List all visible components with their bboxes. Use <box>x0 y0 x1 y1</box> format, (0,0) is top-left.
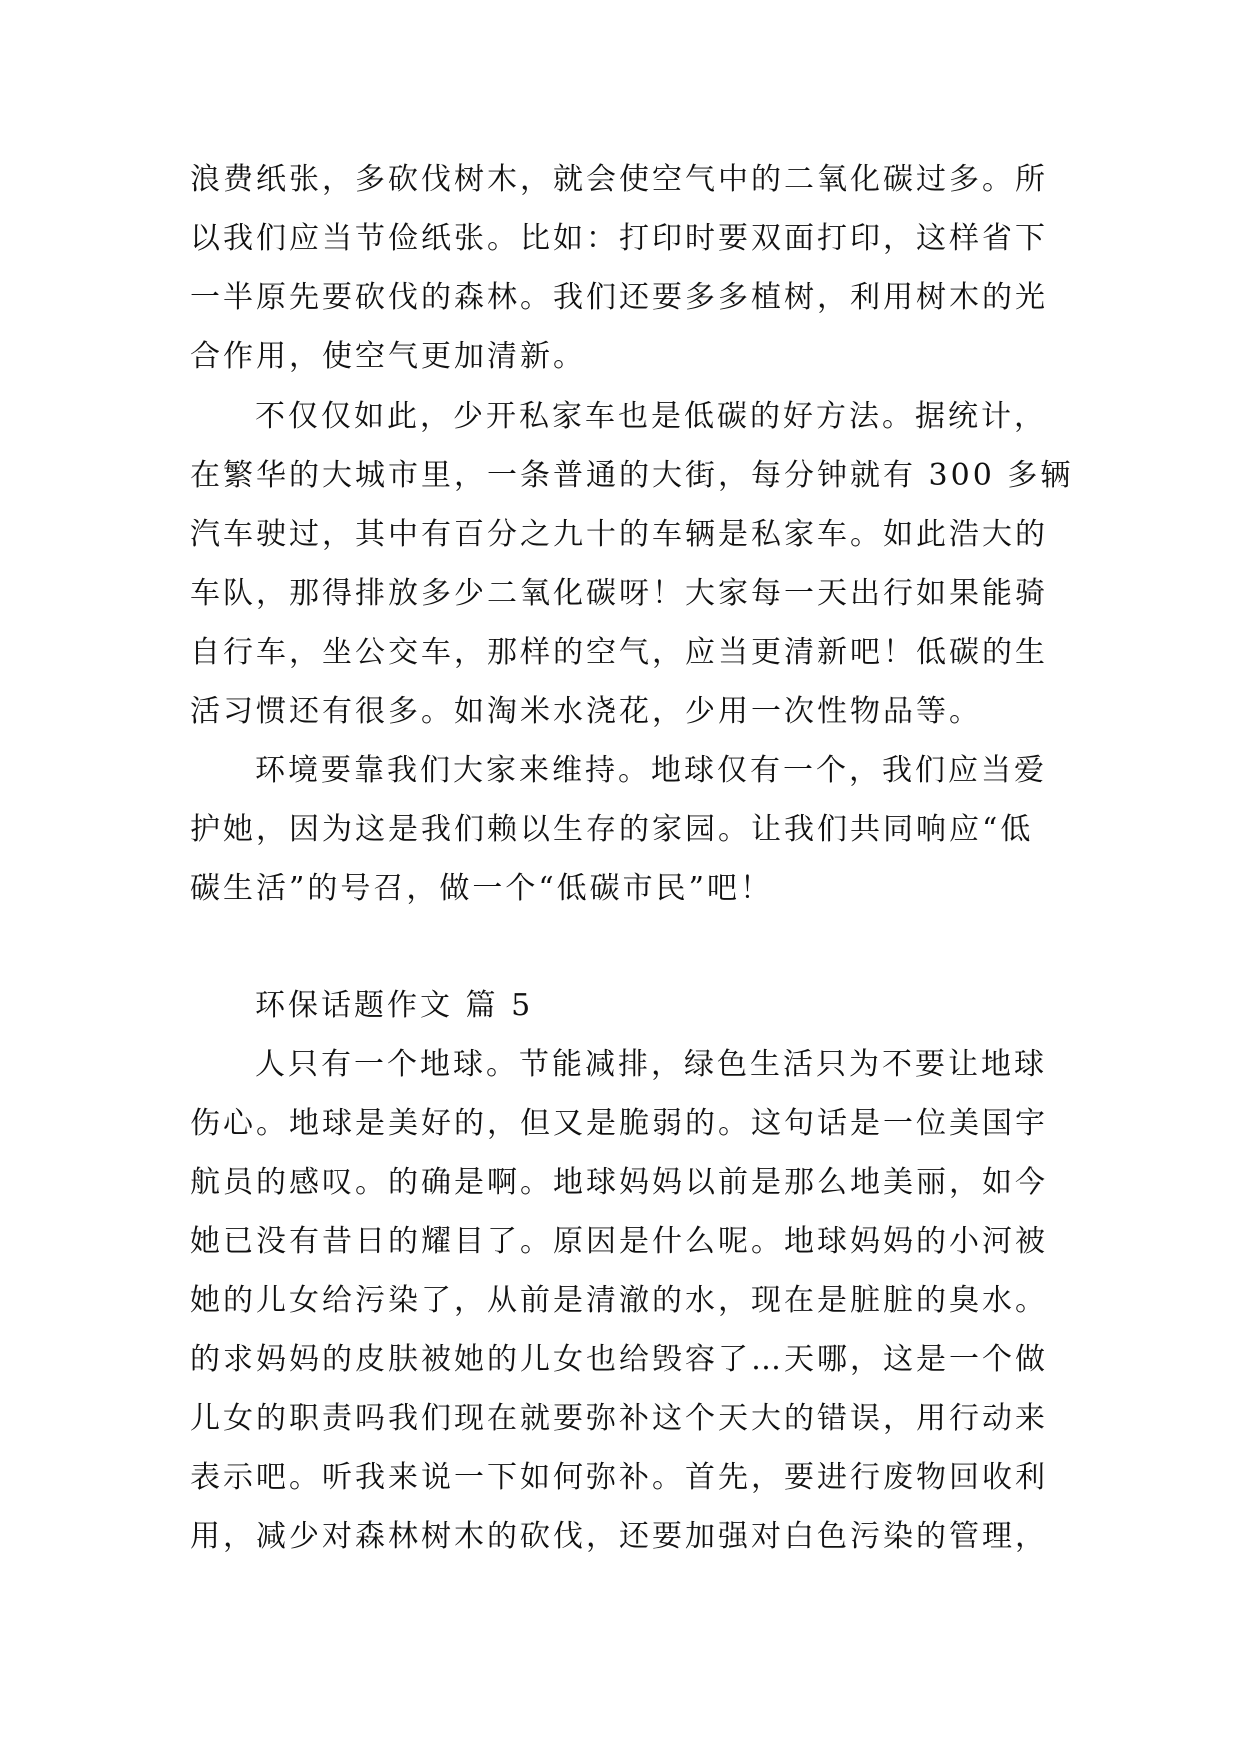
paragraph-line: 表示吧。听我来说一下如何弥补。首先，要进行废物回收利 <box>190 1460 1048 1495</box>
paragraph-line: 护她，因为这是我们赖以生存的家园。让我们共同响应“低 <box>190 812 1034 847</box>
paragraph-line: 的求妈妈的皮肤被她的儿女也给毁容了…天哪，这是一个做 <box>190 1342 1048 1377</box>
paragraph-line: 活习惯还有很多。如淘米水浇花，少用一次性物品等。 <box>190 694 982 729</box>
section-heading: 环保话题作文 篇 5 <box>255 988 534 1023</box>
paragraph-first-line: 环境要靠我们大家来维持。地球仅有一个，我们应当爱 <box>255 753 1047 788</box>
paragraph-line: 儿女的职责吗我们现在就要弥补这个天大的错误，用行动来 <box>190 1401 1048 1436</box>
paragraph-line: 碳生活”的号召，做一个“低碳市民”吧！ <box>190 871 774 906</box>
paragraph-line: 她的儿女给污染了，从前是清澈的水，现在是脏脏的臭水。 <box>190 1283 1048 1318</box>
paragraph-line: 用，减少对森林树木的砍伐，还要加强对白色污染的管理， <box>190 1519 1048 1554</box>
paragraph-line: 合作用，使空气更加清新。 <box>190 339 586 374</box>
paragraph-line: 在繁华的大城市里，一条普通的大街，每分钟就有 300 多辆 <box>190 458 1074 493</box>
paragraph-line: 一半原先要砍伐的森林。我们还要多多植树，利用树木的光 <box>190 280 1048 315</box>
paragraph-line: 车队，那得排放多少二氧化碳呀！大家每一天出行如果能骑 <box>190 576 1048 611</box>
paragraph-line: 航员的感叹。的确是啊。地球妈妈以前是那么地美丽，如今 <box>190 1165 1048 1200</box>
paragraph-first-line: 人只有一个地球。节能减排，绿色生活只为不要让地球 <box>255 1047 1047 1082</box>
paragraph-line: 她已没有昔日的耀目了。原因是什么呢。地球妈妈的小河被 <box>190 1224 1048 1259</box>
paragraph-line: 伤心。地球是美好的，但又是脆弱的。这句话是一位美国宇 <box>190 1106 1048 1141</box>
paragraph-first-line: 不仅仅如此，少开私家车也是低碳的好方法。据统计， <box>255 399 1047 434</box>
paragraph-line: 以我们应当节俭纸张。比如：打印时要双面打印，这样省下 <box>190 221 1048 256</box>
paragraph-line: 浪费纸张，多砍伐树木，就会使空气中的二氧化碳过多。所 <box>190 162 1048 197</box>
paragraph-line: 汽车驶过，其中有百分之九十的车辆是私家车。如此浩大的 <box>190 517 1048 552</box>
paragraph-line: 自行车，坐公交车，那样的空气，应当更清新吧！低碳的生 <box>190 635 1048 670</box>
